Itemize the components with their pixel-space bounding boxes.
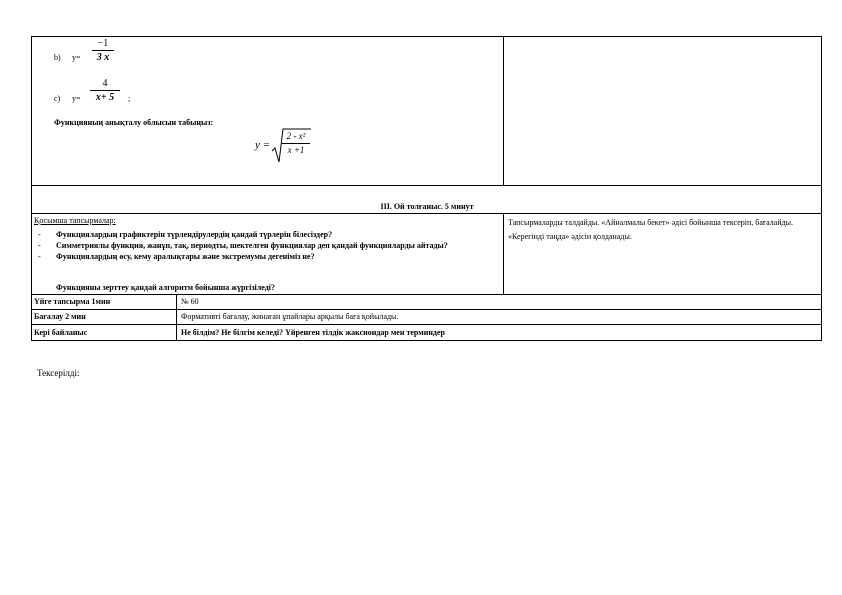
item-b-denominator: 3 x <box>96 52 110 63</box>
item-c-suffix: ; <box>128 94 131 103</box>
item-b-fraction <box>92 38 114 63</box>
item-c-marker: c) <box>54 94 61 103</box>
checked-label: Тексерілді: <box>37 368 80 378</box>
domain-formula-lhs: y = <box>255 139 271 151</box>
item-c-fraction <box>90 78 120 103</box>
column-divider-top <box>503 36 504 185</box>
list-item: - Функциялардың өсу, кему аралықтары және экстремумы дегеніміз не? <box>38 252 315 261</box>
homework-label: Үйге тапсырма 1мин <box>34 297 111 306</box>
item-b-lhs: y= <box>72 53 81 62</box>
assessment-value: Формативті бағалау, жинаған ұпайлары арқылы баға қойылады. <box>181 312 399 321</box>
row-divider <box>31 294 822 295</box>
item-c-lhs: y= <box>72 94 81 103</box>
row-divider <box>31 309 822 310</box>
item-c-denominator: x+ 5 <box>95 92 115 103</box>
row-divider <box>31 213 822 214</box>
item-c-numerator: 4 <box>102 78 108 89</box>
algorithm-question: Функцияны зерттеу қандай алгоритм бойынша жүргізіледі? <box>56 283 275 292</box>
homework-value: № 60 <box>181 297 199 306</box>
domain-formula-fraction <box>282 131 310 156</box>
assessment-label: Бағалау 2 мин <box>34 312 86 321</box>
table-border-left <box>31 36 32 341</box>
column-divider-mid <box>503 213 504 294</box>
table-border-top <box>31 36 822 37</box>
reflection-title: Қосымша тапсырмалар: <box>34 216 116 225</box>
table-border-right <box>821 36 822 341</box>
item-b-marker: b) <box>54 53 61 62</box>
domain-prompt: Функцияның анықталу облысын табыңыз: <box>54 118 214 127</box>
column-divider-bottom <box>176 294 177 340</box>
list-item: - Функциялардың графиктерін түрлендірулердің қандай түрлерін білесіздер? <box>38 230 333 239</box>
table-border-bottom <box>31 340 822 341</box>
item-b-numerator: −1 <box>97 38 109 49</box>
feedback-value: Не білдім? Не білгім келеді? Үйренген тілдік жаксиондар мен терминдер <box>181 328 445 337</box>
row-divider <box>31 324 822 325</box>
assessment-note: Тапсырмаларды талдайды. «Айналмалы бекет» әдісі бойынша тексеріп, бағалайды. «Керегінді таңда» әдісін қолданады. <box>508 218 794 241</box>
domain-formula-numerator: 2 - x² <box>286 131 306 141</box>
row-divider <box>31 185 822 186</box>
list-item: - Симметриялы функция, жанұп, тақ, периодты, шектелген функциялар деп қандай функцияларды айтады? <box>38 241 448 250</box>
stage-header: III. Ой толғаныс. 5 минут <box>380 202 474 211</box>
feedback-label: Кері байланыс <box>34 328 88 337</box>
questions-list <box>34 229 496 262</box>
domain-formula-denominator: x +1 <box>287 145 305 155</box>
